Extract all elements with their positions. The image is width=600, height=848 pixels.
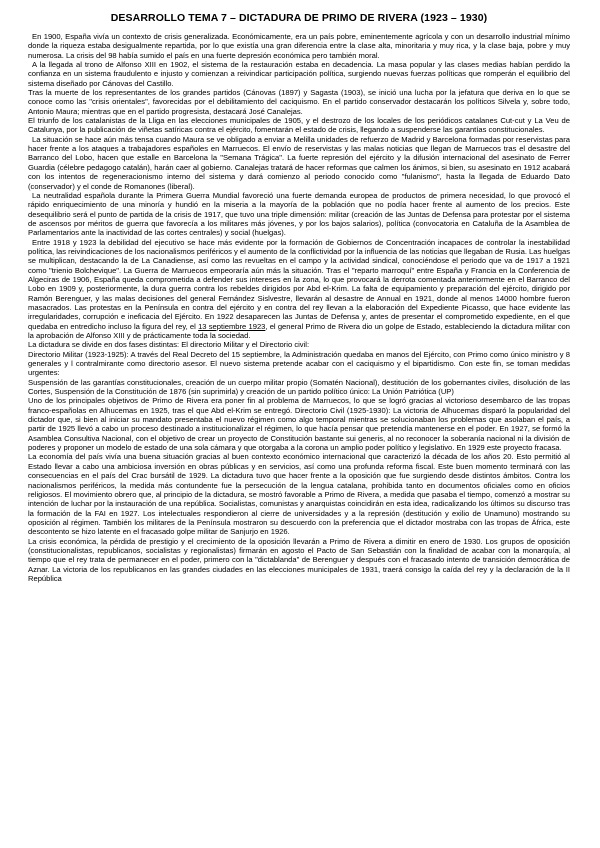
paragraph-1: En 1900, España vivía un contexto de crisis generalizada. Económicamente, era un país pobre, eminentemente agrícola y con un desarrollo industrial mínimo donde la riqueza estaba desigualmente repartida, por lo que existía una gran diferencia entre la clase alta, minoritaria y muy rica, y la clase baja, pobre y muy numerosa. La crisis del 98 había sumido el país en una fuerte depresión económica pero también moral. [28, 32, 570, 60]
paragraph-12: La economía del país vivía una buena situación gracias al buen contexto económico internacional que caracterizó la década de los años 20. Esto permitió al Estado llevar a cabo una ambiciosa inversión en obras públicas y en servicios, así como una profunda reforma fiscal. Este buen momento terminará con las consecuencias en el país del Crac bursátil de 1929. La dictadura tuvo que hacer frente a la oposición que fue surgiendo desde distintos ámbitos. Contra los nacionalismos periféricos, la medida más contundente fue la persecución de la lengua catalana, prohibida tanto en documentos oficiales como en oficios religiosos. El movimiento obrero que, al principio de la dictadura, se mostró favorable a Primo de Rivera, a medida que pasaba el tiempo, comenzó a mostrar su intención de luchar por la instauración de una república. Socialistas, comunistas y anarquistas coincidirán en esta idea, radicalizando los últimos su discurso tras la formación de la FAI en 1927. Los intelectuales respondieron al cierre de universidades y a la represión (destitución y exilio de Unamuno) mostrando su oposición al régimen. También los militares de la Península mostraron su descuerdo con la preferencia que el dictador mostraba con las tropas de África, este descontento se hizo latente en el fracasado golpe militar de Sanjurjo en 1926. [28, 452, 570, 537]
paragraph-7-text: Entre 1918 y 1923 la debilidad del ejecutivo se hace más evidente por la formación de Gobiernos de Concentración incapaces de controlar la inestabilidad política, las reivindicaciones de los nacionalismos periféricos y el aumento de la conflictividad por la influencia de las noticias que llegaban de Rusia. Las huelgas se multiplican, destacando la de La Canadiense, así como las revueltas en el campo y la actividad sindical, conociéndose el periodo que va de 1917 a 1921 como "trienio Bolchevique". La Guerra de Marruecos empeoraría aún más la situación. Tras el "reparto marroquí" entre España y Francia en la Conferencia de Algeciras de 1906, España queda comprometida a defender sus intereses en la zona, lo que provocará la derrota comentada anteriormente en el Barranco del Lobo en 1909 y, posteriormente, la dura guerra contra los rebeldes dirigidos por Abd el-Krim. La falta de equipamiento y preparación del ejército, dirigido por Ramón Berenguer, y las malas decisiones del general Fernández Sislvestre, llevarán al desastre de Annual en 1921, donde al menos 14000 hombre fueron masacrados. Las protestas en la Península en contra del ejército y en contra del rey llevan a la elaboración del Expediente Picasso, que hace evidente las irregularidades, corrupción e ineficacia del Ejército. En 1922 desaparecen las Juntas de Defensa y, antes de presentar el comprometido expediente, en el que quedaba en entredicho incluso la figura del rey, el [28, 237, 571, 331]
paragraph-8: La dictadura se divide en dos fases distintas: El directorio Militar y el Directorio civil: [28, 340, 310, 350]
paragraph-2: A la llegada al trono de Alfonso XIII en 1902, el sistema de la restauración estaba en decadencia. La masa popular y las clases medias habían perdido la confianza en un sistema fraudulento e injusto y comienzan a reivindicar participación política, surgiendo nuevas fuerzas políticas que romperán el equilibrio del sistema diseñado por Cánovas del Castillo. [28, 60, 570, 88]
paragraph-7-tail: , el general Primo de Rivera dio un golpe de Estado, estableciendo la dictadura militar con la aprobación de Alfonso XIII y de prácticamente toda la sociedad. [28, 321, 570, 340]
paragraph-11: Uno de los principales objetivos de Primo de Rivera era poner fin al problema de Marruecos, lo que se logró gracias al victorioso desembarco de las tropas franco-españolas en Alhucemas en 1925, tras el que Abd el-Krim se entregó. Directorio Civil (1925-1930): La victoria de Alhucemas disparó la popularidad del dictador que, si bien al iniciar su mandato presentaba el nuevo régimen como algo temporal mientras se solucionaban los problemas que asolaban el país, a partir de 1925 llevó a cabo un proceso destinado a institucionalizar el régimen, lo que hacía pensar que pretendía mantenerse en el poder. En 1927, se formó la Asamblea Consultiva Nacional, con el objetivo de crear un proyecto de Constitución bastante sui generis, al no reconocer la soberanía nacional ni la división de poderes y proponer un modelo de estado de una sola cámara y que otorgaba a la corona un amplio poder político y legislativo. En 1929 este proyecto fracasa. [28, 396, 570, 453]
document-body [28, 32, 570, 583]
paragraph-5: La situación se hace aún más tensa cuando Maura se ve obligado a enviar a Melilla unidades de refuerzo de Madrid y Barcelona formadas por reservistas para hacer frente a los ataques a trabajadores españoles en Marruecos. El envío de reservistas y las malas noticias que llegan de Marruecos tras el desastre del Barranco del Lobo, hacen que estalle en Barcelona la "Semana Trágica". La fuerte represión del ejército y la difusión internacional del asesinato de Ferrer Guardia (célebre pedagogo catalán), harán caer al gobierno. Canalejas tratará de hacer reformas que calmen los ánimos, si bien, su asesinato en 1912 acabará con los intentos de regeneracionismo interno del sistema y dará comienzo al periodo conocido como "fulanismo", hasta la llegada de Eduardo Dato (conservador) y el conde de Romanones (liberal). [28, 134, 570, 191]
document-title: DESARROLLO TEMA 7 – DICTADURA DE PRIMO DE RIVERA (1923 – 1930) [110, 12, 488, 24]
coup-date: 13 septiembre 1923 [198, 321, 266, 331]
paragraph-7 [28, 238, 570, 341]
paragraph-10: Suspensión de las garantías constitucionales, creación de un cuerpo militar propio (Somatén Nacional), destitución de los gobernantes civiles, disolución de las Cortes, Suspensión de la Constitución de 1876 (sin suprimirla) y creación de un partido político único: La Unión Patriótica (UP) [28, 377, 570, 397]
paragraph-4: El triunfo de los catalanistas de la Lliga en las elecciones municipales de 1905, y el destrozo de los locales de los periódicos catalanes Cut-cut y La Veu de Catalunya, por la publicación de viñetas satíricas contra el ejército, fomentarán el estado de crisis, llegando a suspenderse las garantías constitucionales. [28, 116, 570, 135]
paragraph-6: La neutralidad española durante la Primera Guerra Mundial favoreció una fuerte demanda europea de productos de primera necesidad, lo que provocó el rápido enriquecimiento de una minoría y hundió en la miseria a la mayoría de la población que no podía hacer frente al aumento de los precios. Este desequilibrio será el punto de partida de la crisis de 1917, que tuvo una triple dimensión: militar (creación de las Juntas de Defensa para protestar por el sistema de ascensos por méritos de guerra que favorecía a los militares más jóvenes, y por los bajos salarios), política (convocatoria en Cataluña de la Asamblea de Parlamentarios ante la inactividad de las cortes centrales) y social (huelgas). [28, 190, 570, 238]
paragraph-3: Tras la muerte de los representantes de los grandes partidos (Cánovas (1897) y Sagasta (1903), se inició una lucha por la jefatura que deriva en lo que se conoce como las "crisis orientales", favorecidas por el debilitamiento del caciquismo. En el partido conservador destacarán los políticos Silvela y, sobre todo, Antonio Maura; mientras que en el partido progresista, destacará José Canalejas. [28, 88, 570, 116]
paragraph-13: La crisis económica, la pérdida de prestigio y el crecimiento de la oposición llevarán a Primo de Rivera a dimitir en enero de 1930. Los grupos de oposición (constitucionalistas, republicanos, socialistas y regionalistas) firmarán en agosto el Pacto de San Sebastián con la finalidad de acabar con la monarquía, al tiempo que el rey trata de permanecer en el poder, primero con la "dictablanda" de Berenguer y después con el fracasado intento de transición democrática de Aznar. La victoria de los republicanos en las grandes ciudades en las elecciones municipales de 1931, traerá consigo la caída del rey y la declaración de la II República [28, 536, 570, 583]
paragraph-9: Directorio Militar (1923-1925): A través del Real Decreto del 15 septiembre, la Administración quedaba en manos del Ejército, con Primo como único ministro y 8 generales y l contralmirante como directorio asesor. El nuevo sistema pretende acabar con el caciquismo y el bipartidismo. Con este fin, se toman medidas urgentes: [28, 349, 570, 378]
